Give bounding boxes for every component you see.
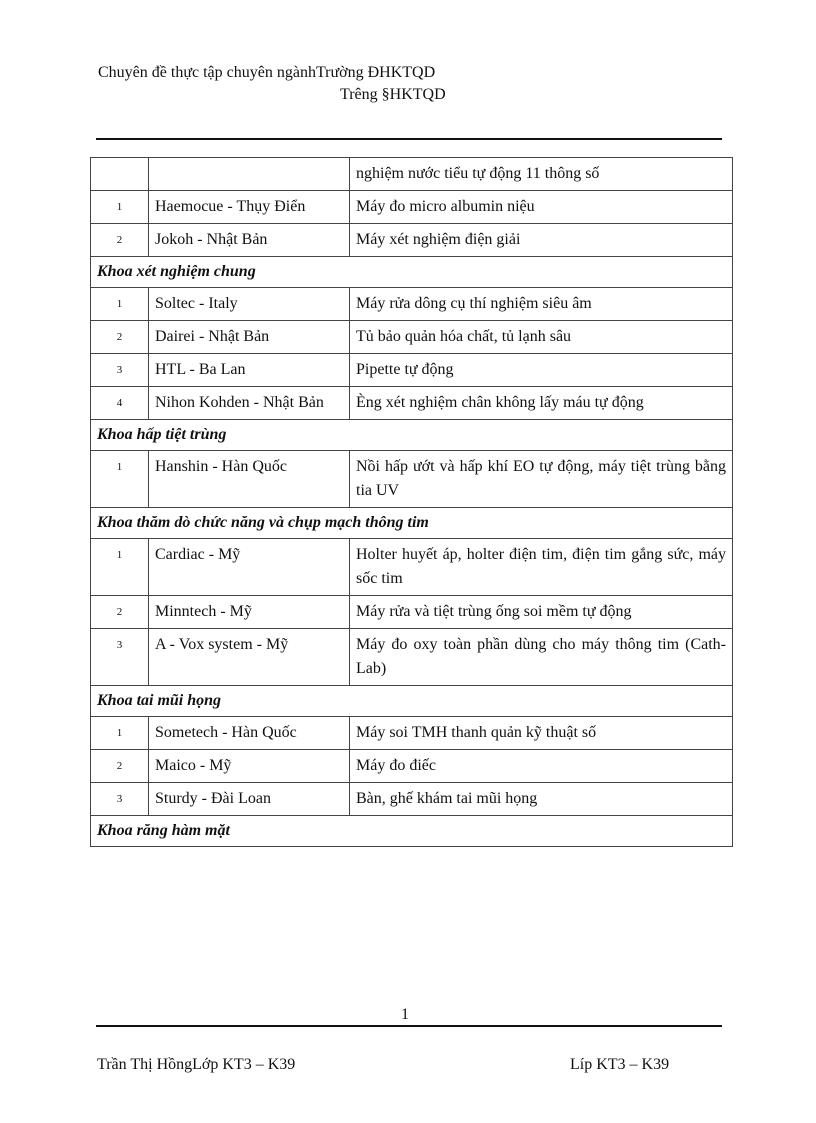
device-cell: Máy đo oxy toàn phần dùng cho máy thông tim (Cath-Lab): [350, 629, 733, 686]
footer-rule: [96, 1025, 722, 1027]
category-row: [91, 508, 733, 539]
page-header-subtitle: Trêng §HKTQD: [340, 86, 446, 103]
page-number: 1: [401, 1006, 409, 1023]
row-number: 1: [91, 288, 149, 321]
table-row: [91, 451, 733, 508]
supplier-cell: Sturdy - Đài Loan: [149, 783, 350, 816]
supplier-cell: Dairei - Nhật Bản: [149, 321, 350, 354]
row-number: 2: [91, 321, 149, 354]
supplier-cell: Jokoh - Nhật Bản: [149, 224, 350, 257]
row-number: 3: [91, 354, 149, 387]
table-row: [91, 158, 733, 191]
device-cell: Máy đo điếc: [350, 750, 733, 783]
device-cell: nghiệm nước tiểu tự động 11 thông số: [350, 158, 733, 191]
header-rule: [96, 138, 722, 140]
category-row: [91, 420, 733, 451]
device-cell: Máy soi TMH thanh quản kỹ thuật số: [350, 717, 733, 750]
row-number: 1: [91, 451, 149, 508]
row-number: 3: [91, 783, 149, 816]
category-row: [91, 257, 733, 288]
device-cell: Tủ bảo quản hóa chất, tủ lạnh sâu: [350, 321, 733, 354]
row-number: [91, 158, 149, 191]
supplier-cell: A - Vox system - Mỹ: [149, 629, 350, 686]
supplier-cell: HTL - Ba Lan: [149, 354, 350, 387]
table-row: [91, 321, 733, 354]
category-row: [91, 816, 733, 847]
supplier-cell: Nihon Kohden - Nhật Bản: [149, 387, 350, 420]
category-label: Khoa xét nghiệm chung: [91, 257, 733, 288]
table-row: [91, 596, 733, 629]
device-cell: Èng xét nghiệm chân không lấy máu tự động: [350, 387, 733, 420]
device-cell: Pipette tự động: [350, 354, 733, 387]
category-label: Khoa răng hàm mặt: [91, 816, 733, 847]
table-row: [91, 783, 733, 816]
row-number: 1: [91, 191, 149, 224]
category-row: [91, 686, 733, 717]
equipment-table-body: [91, 158, 733, 847]
footer-author: Trần Thị HồngLớp KT3 – K39: [97, 1056, 296, 1073]
row-number: 2: [91, 596, 149, 629]
table-row: [91, 750, 733, 783]
table-row: [91, 387, 733, 420]
row-number: 3: [91, 629, 149, 686]
supplier-cell: [149, 158, 350, 191]
supplier-cell: Maico - Mỹ: [149, 750, 350, 783]
supplier-cell: Hanshin - Hàn Quốc: [149, 451, 350, 508]
device-cell: Máy rửa dông cụ thí nghiệm siêu âm: [350, 288, 733, 321]
equipment-table: [90, 157, 733, 847]
row-number: 2: [91, 750, 149, 783]
device-cell: Holter huyết áp, holter điện tim, điện tim gắng sức, máy sốc tim: [350, 539, 733, 596]
category-label: Khoa thăm dò chức năng và chụp mạch thông tim: [91, 508, 733, 539]
device-cell: Máy xét nghiệm điện giải: [350, 224, 733, 257]
footer-class: Líp KT3 – K39: [570, 1056, 670, 1073]
table-row: [91, 288, 733, 321]
row-number: 1: [91, 717, 149, 750]
table-row: [91, 224, 733, 257]
supplier-cell: Haemocue - Thụy Điển: [149, 191, 350, 224]
supplier-cell: Minntech - Mỹ: [149, 596, 350, 629]
table-row: [91, 717, 733, 750]
table-row: [91, 629, 733, 686]
device-cell: Nồi hấp ướt và hấp khí EO tự động, máy tiệt trùng bằng tia UV: [350, 451, 733, 508]
row-number: 4: [91, 387, 149, 420]
device-cell: Máy đo micro albumin niệu: [350, 191, 733, 224]
category-label: Khoa tai mũi họng: [91, 686, 733, 717]
table-row: [91, 354, 733, 387]
page-header-title: Chuyên đề thực tập chuyên ngànhTrường ĐHKTQD: [98, 64, 436, 81]
table-row: [91, 539, 733, 596]
supplier-cell: Sometech - Hàn Quốc: [149, 717, 350, 750]
row-number: 2: [91, 224, 149, 257]
device-cell: Máy rửa và tiệt trùng ống soi mềm tự động: [350, 596, 733, 629]
row-number: 1: [91, 539, 149, 596]
category-label: Khoa hấp tiệt trùng: [91, 420, 733, 451]
supplier-cell: Soltec - Italy: [149, 288, 350, 321]
device-cell: Bàn, ghế khám tai mũi họng: [350, 783, 733, 816]
supplier-cell: Cardiac - Mỹ: [149, 539, 350, 596]
table-row: [91, 191, 733, 224]
